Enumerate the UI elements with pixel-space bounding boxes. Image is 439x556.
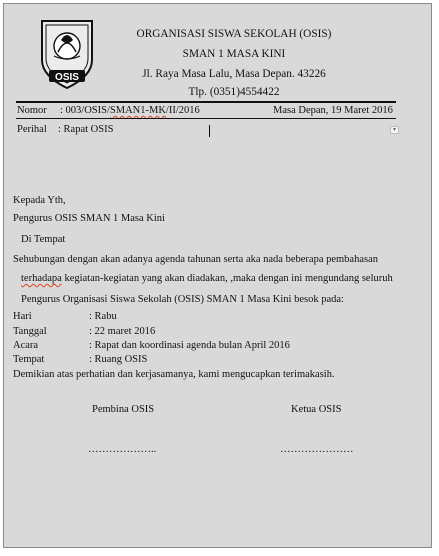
detail-label-tempat: Tempat <box>13 354 45 365</box>
place-date: Masa Depan, 19 Maret 2016 <box>273 105 393 116</box>
paragraph-line-2-rest: kegiatan-kegiatan yang akan diadakan, ,maka dengan ini mengundang seluruh <box>61 273 393 284</box>
paragraph-line-1: Sehubungan dengan akan adanya agenda tahunan serta aka nada beberapa pembahasan <box>13 254 378 265</box>
detail-label-acara: Acara <box>13 340 39 351</box>
nomor-tail: /II/2016 <box>165 105 200 116</box>
nomor-value <box>60 105 200 116</box>
nomor-prefix: : 003/OSIS/ <box>60 105 110 116</box>
signature-title-left: Pembina OSIS <box>92 404 155 415</box>
detail-value-tempat: : Ruang OSIS <box>89 354 148 365</box>
addressee-line-2: Pengurus OSIS SMAN 1 Masa Kini <box>13 213 165 224</box>
misspelled-word: terhadapa <box>21 273 62 284</box>
logo-text: OSIS <box>55 72 79 83</box>
text-cursor <box>209 125 210 137</box>
paragraph-line-2 <box>21 273 393 284</box>
org-name: ORGANISASI SISWA SEKOLAH (OSIS) <box>136 28 332 40</box>
detail-label-tanggal: Tanggal <box>13 326 47 337</box>
letterhead-rule <box>16 101 396 103</box>
perihal-label: Perihal <box>17 124 47 135</box>
closing-line: Demikian atas perhatian dan kerjasamanya, kami mengucapkan terimakasih. <box>13 369 335 380</box>
detail-label-hari: Hari <box>13 311 32 322</box>
perihal-value: : Rapat OSIS <box>58 124 114 135</box>
detail-value-acara: : Rapat dan koordinasi agenda bulan April 2016 <box>89 340 290 351</box>
signature-line-right: ………………… <box>280 444 354 455</box>
nomor-code: SMAN1-MK <box>109 105 166 116</box>
meta-rule <box>16 118 396 119</box>
detail-value-tanggal: : 22 maret 2016 <box>89 326 156 337</box>
paragraph-line-3: Pengurus Organisasi Siswa Sekolah (OSIS) SMAN 1 Masa Kini besok pada: <box>21 294 344 305</box>
nomor-label: Nomor <box>17 105 47 116</box>
school-address: Jl. Raya Masa Lalu, Masa Depan. 43226 <box>142 68 326 80</box>
signature-line-left: ……………….. <box>88 444 157 455</box>
addressee-line-3: Di Tempat <box>21 234 66 245</box>
addressee-line-1: Kepada Yth, <box>13 195 66 206</box>
school-phone: Tlp. (0351)4554422 <box>188 86 280 98</box>
detail-value-hari: : Rabu <box>89 311 117 322</box>
signature-title-right: Ketua OSIS <box>291 404 342 415</box>
dropdown-chevron-icon[interactable]: ▾ <box>390 126 399 134</box>
school-name: SMAN 1 MASA KINI <box>182 48 286 60</box>
letter-page <box>3 3 432 548</box>
